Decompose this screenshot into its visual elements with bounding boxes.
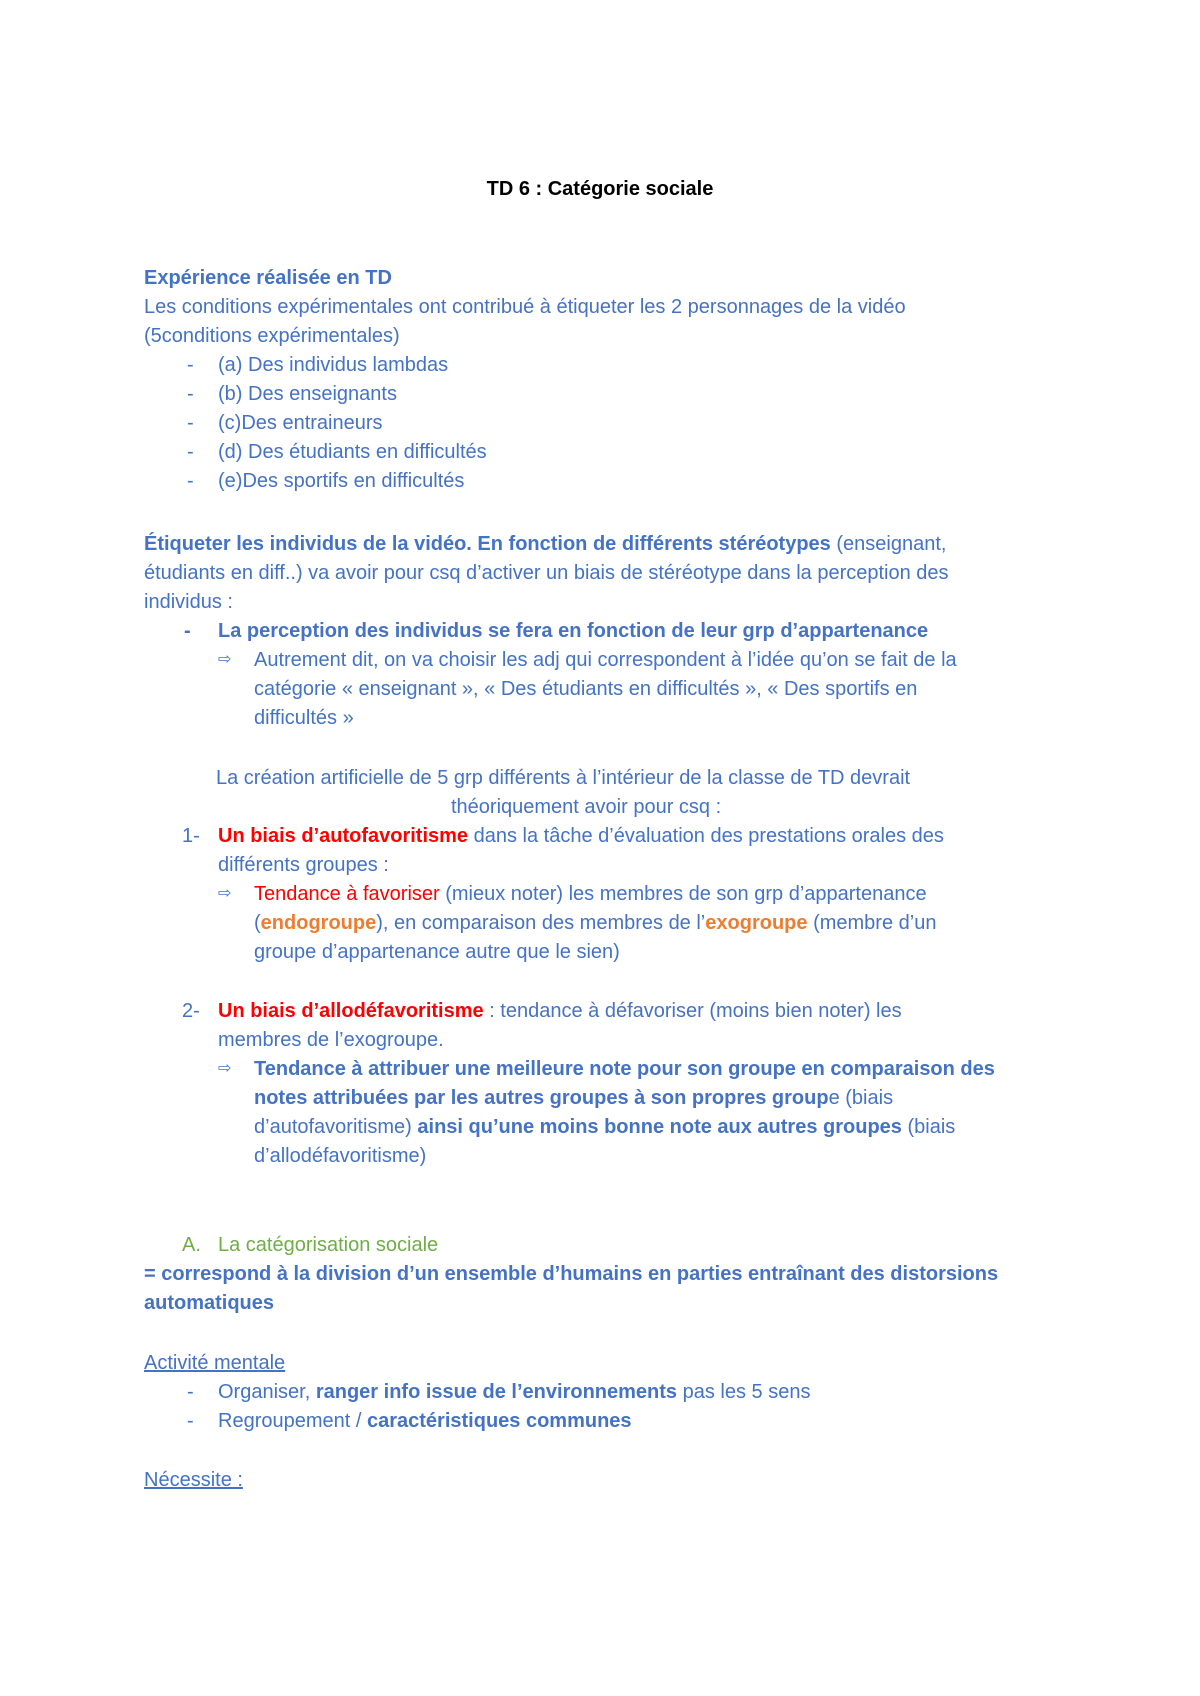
subheading-necessity: Nécessite : [144,1469,243,1491]
text: d’autofavoritisme) [254,1116,412,1138]
paragraph-line: différents groupes : [218,854,389,876]
text: Organiser, [218,1381,316,1403]
list-number: 2- [182,1000,200,1022]
list-item: (b) Des enseignants [218,383,397,405]
arrow-right-icon: ⇨ [218,885,232,902]
section-heading-categorisation: La catégorisation sociale [218,1234,439,1256]
text: ), en comparaison des membres de l’ [376,912,706,934]
list-number: 1- [182,825,200,847]
subheading-activity: Activité mentale [144,1352,286,1374]
text: (biais [901,1116,956,1138]
paragraph-line [254,880,927,908]
paragraph-line: étudiants en diff..) va avoir pour csq d’activer un biais de stéréotype dans la perception des [144,562,949,584]
list-bullet: - [187,412,194,434]
paragraph-line: théoriquement avoir pour csq : [451,796,722,818]
arrow-right-icon: ⇨ [218,1060,232,1077]
section-heading-experience: Expérience réalisée en TD [144,267,392,289]
paragraph-line: groupe d’appartenance autre que le sien) [254,941,620,963]
paragraph-line: Les conditions expérimentales ont contribué à étiqueter les 2 personnages de la vidéo [144,296,906,318]
paragraph-line: Autrement dit, on va choisir les adj qui correspondent à l’idée qu’on se fait de la [254,649,957,671]
text: : tendance à défavoriser (moins bien noter) les [483,1000,902,1022]
bold-text: caractéristiques communes [366,1410,632,1432]
list-item [218,822,944,850]
text: Regroupement / [218,1410,367,1432]
red-bold-text: Un biais d’autofavoritisme [218,825,469,847]
red-text: Tendance à favoriser [254,883,440,905]
text: (enseignant, [830,533,947,555]
section-letter: A. [182,1234,201,1256]
text: e (biais [828,1087,894,1109]
page-title: TD 6 : Catégorie sociale [486,178,714,200]
paragraph-line: Tendance à attribuer une meilleure note pour son groupe en comparaison des [254,1058,995,1080]
list-item: (e)Des sportifs en difficultés [218,470,465,492]
paragraph-line: individus : [144,591,233,613]
list-item: (c)Des entraineurs [218,412,383,434]
text: (membre d’un [807,912,937,934]
paragraph-line [254,1084,893,1112]
list-item: La perception des individus se fera en fonction de leur grp d’appartenance [218,620,929,642]
text: dans la tâche d’évaluation des prestations orales des [468,825,944,847]
list-bullet: - [187,354,194,376]
paragraph-line [254,909,936,937]
paragraph-line [254,1113,955,1141]
paragraph-line: membres de l’exogroupe. [218,1029,444,1051]
list-item [218,997,902,1025]
paragraph-line: difficultés » [254,707,354,729]
definition-line: automatiques [144,1292,275,1314]
list-bullet: - [187,470,194,492]
bold-text: notes attribuées par les autres groupes à son propres group [254,1087,829,1109]
list-bullet: - [187,441,194,463]
list-bullet: - [187,383,194,405]
bold-text: Étiqueter les individus de la vidéo. En fonction de différents stéréotypes [144,533,831,555]
arrow-right-icon: ⇨ [218,651,232,668]
orange-bold-text: endogroupe [260,912,377,934]
list-item: (a) Des individus lambdas [218,354,449,376]
list-bullet: - [187,1381,194,1403]
list-bullet: - [184,620,191,642]
text: (mieux noter) les membres de son grp d’appartenance [439,883,927,905]
paragraph-line: d’allodéfavoritisme) [254,1145,427,1167]
paragraph-line: catégorie « enseignant », « Des étudiants en difficultés », « Des sportifs en [254,678,918,700]
text: pas les 5 sens [677,1381,811,1403]
paragraph-line [144,530,946,558]
text: ( [254,912,261,934]
list-bullet: - [187,1410,194,1432]
definition-line: = correspond à la division d’un ensemble d’humains en parties entraînant des distorsions [144,1263,999,1285]
red-bold-text: Un biais d’allodéfavoritisme [218,1000,484,1022]
list-item [218,1407,632,1435]
paragraph-line: La création artificielle de 5 grp différents à l’intérieur de la classe de TD devrait [216,767,911,789]
bold-text: ainsi qu’une moins bonne note aux autres groupes [411,1116,902,1138]
list-item [218,1378,810,1406]
orange-bold-text: exogroupe [705,912,808,934]
paragraph-line: (5conditions expérimentales) [144,325,400,347]
list-item: (d) Des étudiants en difficultés [218,441,487,463]
bold-text: ranger info issue de l’environnements [315,1381,678,1403]
